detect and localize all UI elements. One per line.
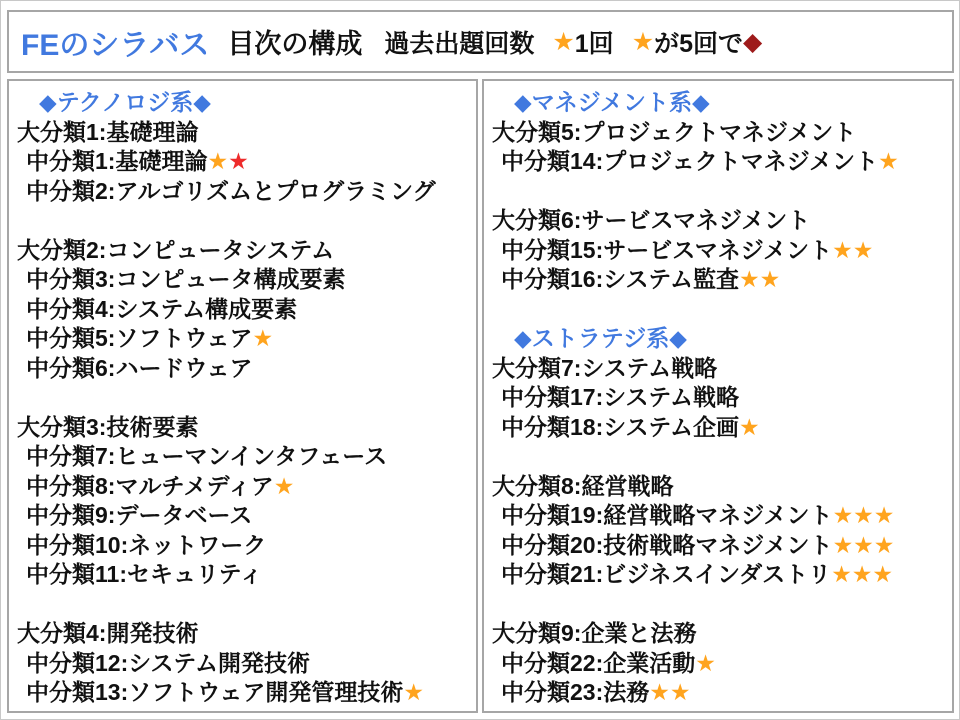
item-label: 中分類1:基礎理論 bbox=[26, 148, 208, 174]
legend-label: 過去出題回数 bbox=[384, 29, 535, 58]
block-daibunrui-1 bbox=[17, 118, 472, 207]
block-daibunrui-8 bbox=[492, 472, 948, 590]
block-title: 大分類5:プロジェクトマネジメント bbox=[492, 118, 857, 145]
item-label: 中分類2:アルゴリズムとプログラミング bbox=[26, 177, 436, 204]
star-icons-orange: ★★ bbox=[738, 266, 781, 292]
list-item bbox=[492, 531, 948, 561]
list-item bbox=[492, 413, 948, 443]
list-item bbox=[492, 265, 948, 295]
star-icons-orange: ★ bbox=[403, 679, 424, 705]
page-title: FEのシラバス bbox=[21, 28, 210, 62]
block-title: 大分類9:企業と法務 bbox=[492, 620, 697, 646]
list-item bbox=[492, 678, 948, 708]
block-title: 大分類7:システム戦略 bbox=[492, 354, 718, 381]
block-daibunrui-5 bbox=[492, 118, 948, 177]
list-item bbox=[17, 501, 472, 531]
block-daibunrui-9 bbox=[492, 619, 948, 708]
block-daibunrui-2 bbox=[17, 236, 472, 384]
star-icons-orange: ★★★ bbox=[832, 531, 895, 558]
item-label: 中分類14:プロジェクトマネジメント bbox=[501, 148, 879, 174]
list-item bbox=[17, 177, 472, 207]
column-technology bbox=[7, 79, 478, 713]
item-label: 中分類19:経営戦略マネジメント bbox=[501, 502, 833, 528]
list-item bbox=[492, 383, 948, 413]
star-icons-orange: ★ bbox=[207, 148, 229, 174]
item-label: 中分類17:システム戦略 bbox=[501, 384, 739, 410]
block-daibunrui-3 bbox=[17, 413, 472, 590]
list-item bbox=[17, 531, 472, 561]
list-item bbox=[17, 324, 472, 354]
list-item bbox=[17, 442, 472, 472]
item-label: 中分類11:セキュリティ bbox=[26, 561, 263, 587]
item-label: 中分類4:システム構成要素 bbox=[26, 295, 298, 322]
section-heading-strategy: ◆ストラテジ系◆ bbox=[514, 325, 687, 351]
block-daibunrui-4 bbox=[17, 619, 472, 708]
list-item bbox=[17, 472, 472, 502]
block-title: 大分類8:経営戦略 bbox=[492, 472, 674, 499]
section-management bbox=[492, 88, 948, 295]
item-label: 中分類18:システム企画 bbox=[501, 413, 739, 440]
list-item bbox=[17, 265, 472, 295]
list-item bbox=[492, 501, 948, 531]
column-management-strategy bbox=[482, 79, 954, 713]
item-label: 中分類6:ハードウェア bbox=[26, 354, 253, 381]
item-label: 中分類8:マルチメディア bbox=[26, 472, 274, 499]
item-label: 中分類9:データベース bbox=[26, 502, 253, 528]
item-label: 中分類5:ソフトウェア bbox=[26, 325, 253, 351]
item-label: 中分類15:サービスマネジメント bbox=[501, 236, 833, 263]
star-icons-orange: ★★ bbox=[832, 236, 874, 263]
list-item bbox=[17, 147, 472, 177]
star-icons-orange: ★★★ bbox=[831, 561, 894, 587]
header bbox=[7, 10, 954, 73]
block-title: 大分類3:技術要素 bbox=[17, 413, 199, 440]
star-icon: ★ bbox=[631, 27, 655, 56]
star-icons-orange: ★ bbox=[252, 325, 274, 351]
section-strategy bbox=[492, 324, 948, 708]
star-icons-orange: ★ bbox=[878, 148, 899, 174]
star-icons-orange: ★ bbox=[695, 649, 716, 676]
block-title: 大分類4:開発技術 bbox=[17, 620, 199, 646]
item-label: 中分類7:ヒューマンインタフェース bbox=[26, 443, 388, 469]
section-heading-technology: ◆テクノロジ系◆ bbox=[39, 89, 211, 115]
list-item bbox=[492, 560, 948, 590]
star-icons-orange: ★★★ bbox=[832, 502, 895, 528]
block-title: 大分類1:基礎理論 bbox=[17, 118, 199, 145]
diamond-icon: ◆ bbox=[743, 27, 763, 56]
legend-entry-five-text: が5回で bbox=[654, 29, 744, 58]
item-label: 中分類10:ネットワーク bbox=[26, 531, 267, 558]
legend-entry-five bbox=[632, 24, 763, 60]
block-title: 大分類6:サービスマネジメント bbox=[492, 207, 811, 233]
section-technology bbox=[17, 88, 472, 708]
star-icons-red: ★ bbox=[228, 148, 249, 174]
list-item bbox=[17, 354, 472, 384]
item-label: 中分類21:ビジネスインダストリ bbox=[501, 561, 832, 587]
star-icons-orange: ★ bbox=[738, 413, 760, 440]
list-item bbox=[17, 678, 472, 708]
list-item bbox=[17, 295, 472, 325]
star-icon: ★ bbox=[552, 27, 575, 56]
item-label: 中分類13:ソフトウェア開発管理技術 bbox=[26, 679, 404, 705]
item-label: 中分類16:システム監査 bbox=[501, 266, 739, 292]
legend-entry-one bbox=[552, 24, 613, 60]
legend-entry-one-text: 1回 bbox=[574, 29, 614, 58]
block-daibunrui-6 bbox=[492, 206, 948, 295]
block-daibunrui-7 bbox=[492, 354, 948, 443]
list-item bbox=[17, 560, 472, 590]
star-icons-orange: ★★ bbox=[649, 679, 691, 705]
header-subtitle: 目次の構成 bbox=[227, 29, 363, 59]
list-item bbox=[17, 649, 472, 679]
item-label: 中分類3:コンピュータ構成要素 bbox=[26, 266, 346, 292]
item-label: 中分類20:技術戦略マネジメント bbox=[501, 531, 833, 558]
list-item bbox=[492, 649, 948, 679]
item-label: 中分類22:企業活動 bbox=[501, 649, 696, 676]
item-label: 中分類12:システム開発技術 bbox=[26, 649, 310, 676]
star-icons-orange: ★ bbox=[273, 472, 295, 499]
block-title: 大分類2:コンピュータシステム bbox=[17, 236, 335, 263]
item-label: 中分類23:法務 bbox=[501, 679, 650, 705]
section-heading-management: ◆マネジメント系◆ bbox=[514, 89, 710, 115]
list-item bbox=[492, 236, 948, 266]
list-item bbox=[492, 147, 948, 177]
